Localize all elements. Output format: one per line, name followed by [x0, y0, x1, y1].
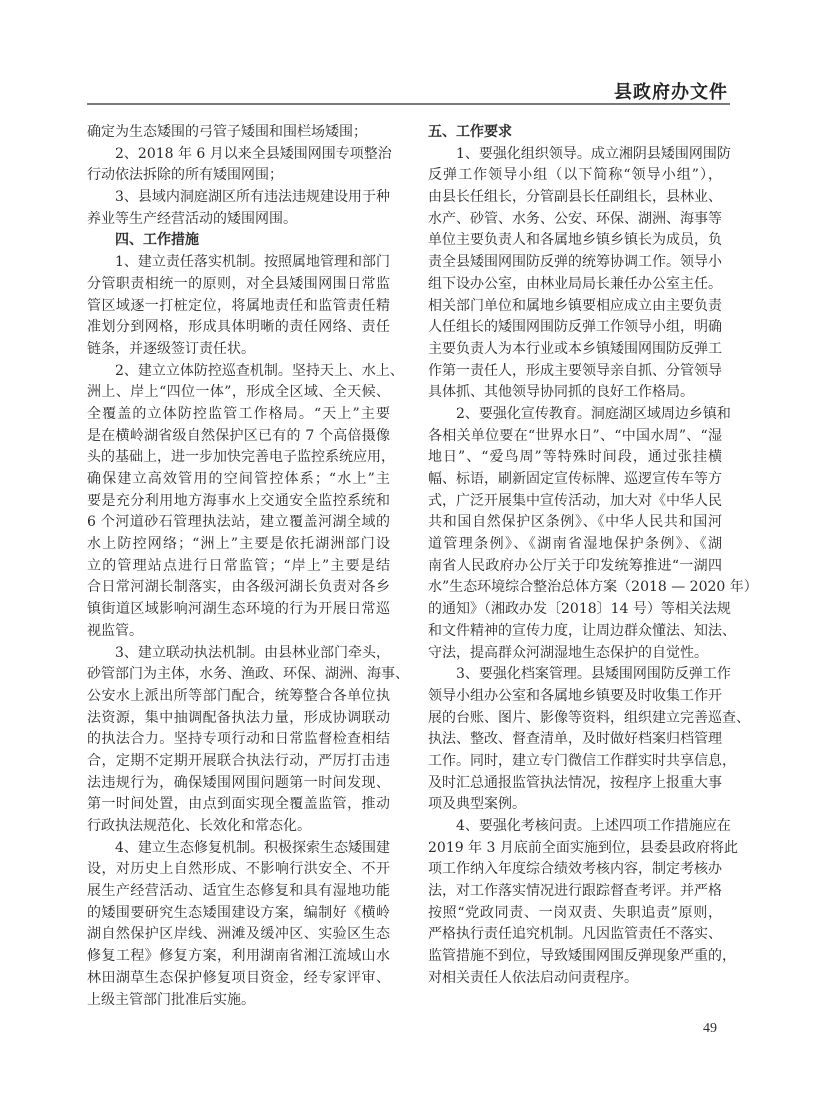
text-line: 法资源，集中抽调配备执法力量，形成协调联动 — [87, 709, 390, 726]
text-line: 人任组长的矮围网围防反弹工作领导小组，明确 — [428, 319, 722, 336]
text-line: 展生产经营活动、适宜生态修复和具有湿地功能 — [87, 883, 390, 900]
text-line: 项工作纳入年度综合绩效考核内容，制定考核办 — [428, 861, 722, 878]
text-line: 3、建立联动执法机制。由县林业部门牵头， — [115, 644, 390, 661]
text-line: 合，定期不定期开展联合执法行动，严厉打击违 — [87, 752, 390, 769]
text-line: 水产、砂管、水务、公安、环保、湖洲、海事等 — [428, 210, 722, 227]
left-column — [87, 122, 409, 1011]
text-line: 及时汇总通报监管执法情况，按程序上报重大事 — [428, 774, 722, 791]
text-line: 头的基础上，进一步加快完善电子监控系统应用， — [87, 449, 395, 466]
paragraph — [428, 664, 750, 816]
text-line: 守法，提高群众河湖湿地生态保护的自觉性。 — [428, 644, 708, 661]
text-line: 项及典型案例。 — [428, 796, 526, 813]
section-heading — [87, 230, 390, 252]
text-line: 水”生态环境综合整治总体方案（2018 — 2020 年） — [428, 579, 758, 596]
text-line: 式，广泛开展集中宣传活动，加大对《中华人民 — [428, 492, 722, 509]
text-line: 确定为生态矮围的弓管子矮围和围栏场矮围； — [87, 124, 367, 140]
page-number: 49 — [703, 1021, 717, 1036]
text-line: 视监管。 — [87, 622, 143, 639]
text-line: 五、工作要求 — [428, 124, 512, 140]
text-line: 养业等生产经营活动的矮围网围。 — [87, 210, 297, 227]
text-line: 按照“党政同责、一岗双责、失职追责”原则， — [428, 904, 722, 921]
text-line: 共和国自然保护区条例》、《中华人民共和国河 — [428, 514, 722, 531]
text-line: 砂管部门为主体，水务、渔政、环保、湖洲、海事、 — [87, 666, 409, 683]
text-line: 准划分到网格，形成具体明晰的责任网络、责任 — [87, 319, 390, 336]
text-line: 的通知》（湘政办发〔2018〕14 号）等相关法规 — [428, 601, 731, 618]
paragraph — [87, 122, 390, 144]
text-line: 第一时间处置，由点到面实现全覆盖监管，推动 — [87, 796, 390, 813]
text-line: 各相关单位要在“世界水日”、“中国水周”、“湿 — [428, 427, 722, 444]
text-line: 组下设办公室，由林业局局长兼任办公室主任。 — [428, 275, 722, 292]
running-header-title: 县政府办文件 — [614, 82, 728, 103]
text-line: 要是充分利用地方海事水上交通安全监控系统和 — [87, 492, 390, 509]
text-line: 水上防控网络；“洲上”主要是依托湖洲部门设 — [87, 536, 390, 553]
text-line: 的执法合力。坚持专项行动和日常监督检查相结 — [87, 731, 390, 748]
text-line: 全覆盖的立体防控监管工作格局。“天上”主要 — [87, 405, 390, 422]
paragraph — [428, 404, 758, 664]
paragraph — [87, 838, 390, 1012]
text-line: 主要负责人为本行业或本乡镇矮围网围防反弹工 — [428, 340, 722, 357]
text-line: 2、要强化宣传教育。洞庭湖区域周边乡镇和 — [456, 405, 731, 422]
text-line: 行动依法拆除的所有矮围网围； — [87, 167, 283, 184]
text-line: 分管职责相统一的原则，对全县矮围网围日常监 — [87, 275, 390, 292]
text-line: 具体抓、其他领导协同抓的良好工作格局。 — [428, 384, 694, 401]
text-line: 法违规行为，确保矮围网围问题第一时间发现、 — [87, 774, 390, 791]
text-line: 合日常河湖长制落实，由各级河湖长负责对各乡 — [87, 579, 390, 596]
text-line: 1、建立责任落实机制。按照属地管理和部门 — [115, 254, 390, 271]
text-line: 上级主管部门批准后实施。 — [87, 991, 255, 1008]
paragraph — [87, 187, 390, 230]
paragraph — [87, 361, 404, 643]
text-line: 作第一责任人，形成主要领导亲自抓、分管领导 — [428, 362, 722, 379]
text-line: 行政执法规范化、长效化和常态化。 — [87, 818, 311, 834]
text-line: 四、工作措施 — [115, 232, 199, 249]
text-line: 链条，并逐级签订责任状。 — [87, 340, 255, 357]
text-line: 修复工程》修复方案，利用湖南省湘江流域山水 — [87, 948, 390, 965]
right-column — [428, 122, 758, 990]
text-line: 地日”、“爱鸟周”等特殊时间段，通过张挂横 — [428, 449, 722, 466]
text-line: 3、县域内洞庭湖区所有违法违规建设用于种 — [115, 189, 390, 206]
text-line: 执法、整改、督查清单，及时做好档案归档管理 — [428, 731, 722, 748]
text-line: 反弹工作领导小组（以下简称“领导小组”）， — [428, 167, 722, 184]
text-line: 镇街道区域影响河湖生态环境的行为开展日常巡 — [87, 601, 390, 618]
text-line: 责全县矮围网围防反弹的统筹协调工作。领导小 — [428, 254, 722, 271]
text-line: 是在横岭湖省级自然保护区已有的 7 个高倍摄像 — [87, 427, 390, 444]
text-line: 4、要强化考核问责。上述四项工作措施应在 — [456, 818, 731, 834]
header-rule — [87, 103, 730, 105]
paragraph — [87, 252, 390, 360]
text-line: 3、要强化档案管理。县矮围网围防反弹工作 — [456, 666, 731, 683]
text-line: 南省人民政府办公厅关于印发统筹推进“一湖四 — [428, 557, 722, 574]
paragraph — [428, 816, 738, 990]
text-line: 2、2018 年 6 月以来全县矮围网围专项整治 — [115, 145, 392, 162]
text-line: 监管措施不到位，导致矮围网围反弹现象严重的， — [428, 948, 736, 965]
text-line: 2019 年 3 月底前全面实施到位，县委县政府将此 — [428, 839, 738, 856]
text-line: 单位主要负责人和各属地乡镇乡镇长为成员，负 — [428, 232, 722, 249]
text-line: 的矮围要研究生态矮围建设方案，编制好《横岭 — [87, 904, 390, 921]
paragraph — [87, 643, 409, 838]
text-line: 相关部门单位和属地乡镇要相应成立由主要负责 — [428, 297, 722, 314]
text-line: 洲上、岸上“四位一体”，形成全区域、全天候、 — [87, 384, 390, 401]
text-line: 幅、标语，刷新固定宣传标牌、巡逻宣传车等方 — [428, 471, 722, 487]
text-line: 1、要强化组织领导。成立湘阴县矮围网围防 — [456, 145, 731, 162]
text-line: 6 个河道砂石管理执法站，建立覆盖河湖全域的 — [87, 514, 390, 531]
text-line: 确保建立高效管用的空间管控体系；“水上”主 — [87, 471, 390, 487]
section-heading — [428, 122, 722, 144]
text-line: 2、建立立体防控巡查机制。坚持天上、水上、 — [115, 362, 404, 379]
text-line: 立的管理站点进行日常监管；“岸上”主要是结 — [87, 557, 390, 574]
text-line: 公安水上派出所等部门配合，统筹整合各单位执 — [87, 687, 390, 704]
text-line: 展的台账、图片、影像等资料，组织建立完善巡查、 — [428, 709, 750, 726]
text-line: 法，对工作落实情况进行跟踪督查考评。并严格 — [428, 883, 722, 900]
text-line: 和文件精神的宣传力度，让周边群众懂法、知法、 — [428, 622, 736, 639]
text-line: 由县长任组长，分管副县长任副组长，县林业、 — [428, 189, 722, 206]
text-line: 道管理条例》、《湖南省湿地保护条例》、《湖 — [428, 536, 722, 553]
text-line: 湖自然保护区岸线、洲滩及缓冲区、实验区生态 — [87, 926, 390, 943]
paragraph — [428, 144, 731, 404]
text-line: 林田湖草生态保护修复项目资金，经专家评审、 — [87, 969, 390, 986]
text-line: 工作。同时，建立专门微信工作群实时共享信息， — [428, 752, 736, 769]
text-line: 领导小组办公室和各属地乡镇要及时收集工作开 — [428, 687, 722, 704]
text-line: 4、建立生态修复机制。积极探索生态矮围建 — [115, 839, 390, 856]
text-line: 严格执行责任追究机制。凡因监管责任不落实、 — [428, 926, 722, 943]
paragraph — [87, 144, 390, 187]
text-line: 管区域逐一打桩定位，将属地责任和监管责任精 — [87, 297, 390, 314]
text-line: 设，对历史上自然形成、不影响行洪安全、不开 — [87, 861, 390, 878]
text-line: 对相关责任人依法启动问责程序。 — [428, 969, 638, 986]
